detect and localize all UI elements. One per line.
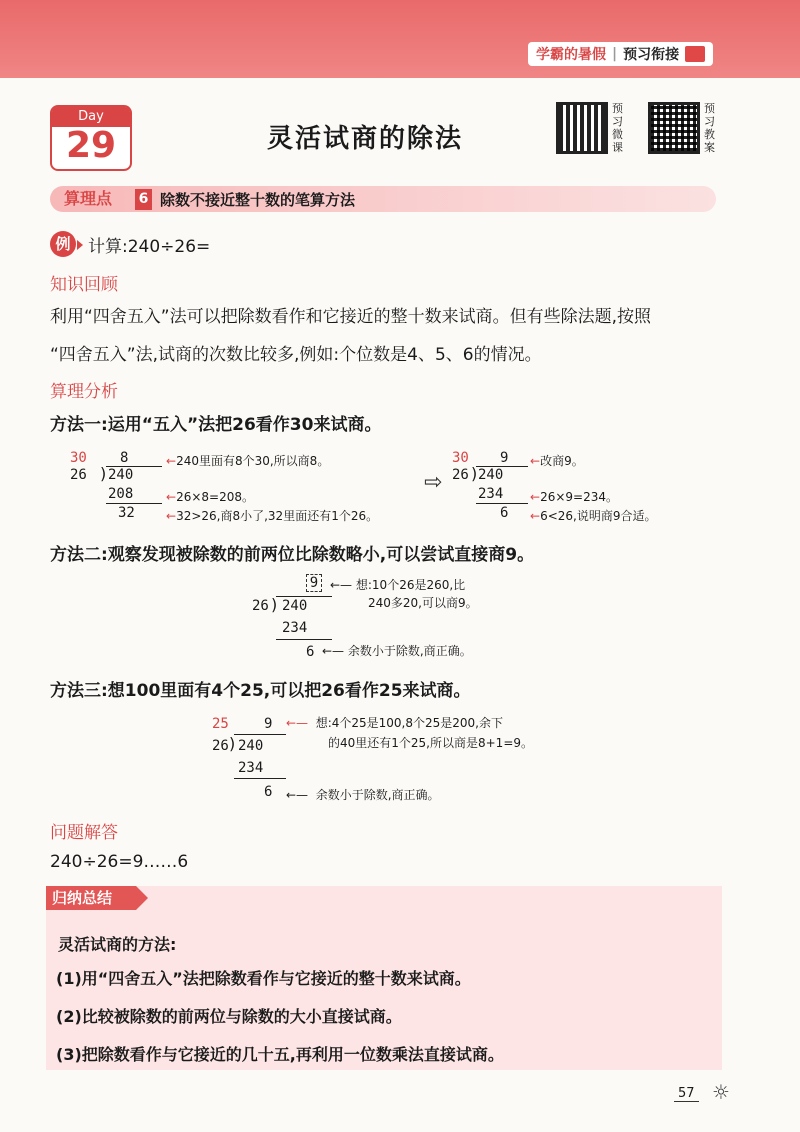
m3-line: [234, 778, 286, 779]
m2-paren: ): [271, 595, 278, 614]
example-pointer-icon: [77, 240, 83, 250]
m3-bracket: [234, 734, 286, 735]
m2-line: [276, 639, 332, 640]
qr-code-lesson-video[interactable]: [556, 102, 608, 154]
m2-note2: ←— 余数小于除数,商正确。: [322, 644, 472, 658]
m3-divisor: 26: [212, 738, 229, 754]
m1-left-paren: ): [100, 464, 107, 483]
m3-dividend: 240: [238, 738, 264, 754]
m2-product: 234: [282, 620, 308, 636]
m1-left-line: [106, 503, 162, 504]
m1-left-dividend: 240: [108, 467, 134, 483]
m1-left-product: 208: [108, 486, 134, 502]
m2-bracket: [276, 596, 332, 597]
section-number: 6: [135, 189, 152, 210]
summary-item-3: (3)把除数看作与它接近的几十五,再利用一位数乘法直接试商。: [56, 1045, 504, 1064]
m2-quotient: 9: [306, 574, 322, 592]
m1-right-note2: ←26×9=234。: [530, 490, 618, 504]
m1-left-note3: ←32>26,商8小了,32里面还有1个26。: [166, 509, 379, 523]
method2-text: 方法二:观察发现被除数的前两位比除数略小,可以尝试直接商9。: [50, 545, 535, 565]
m1-right-remainder: 6: [500, 505, 509, 521]
section-title: 除数不接近整十数的笔算方法: [160, 191, 356, 209]
m3-quotient: 9: [264, 716, 273, 732]
m1-left-quotient: 8: [120, 450, 129, 466]
m1-right-product: 234: [478, 486, 504, 502]
m1-right-approx: 30: [452, 450, 469, 466]
qr-code-lesson-plan[interactable]: [648, 102, 700, 154]
series-subtitle: 预习衔接: [623, 47, 680, 63]
m1-right-note1: ←改商9。: [530, 454, 584, 468]
m1-right-divisor: 26: [452, 467, 469, 483]
m1-right-paren: ): [471, 464, 478, 483]
book-icon: [685, 46, 705, 62]
m3-note2: ←— 余数小于除数,商正确。: [286, 788, 440, 802]
m3-paren: ): [229, 734, 236, 753]
qr-label-video: 预习微课: [612, 102, 623, 154]
series-name: 学霸的暑假: [536, 47, 606, 63]
summary-item-1: (1)用“四舍五入”法把除数看作与它接近的整十数来试商。: [56, 969, 471, 988]
qr-label-plan: 预习教案: [704, 102, 715, 154]
summary-tag-arrow-icon: [136, 886, 148, 910]
series-separator: |: [612, 46, 618, 62]
summary-tag: 归纳总结: [46, 886, 136, 910]
summary-item-2: (2)比较被除数的前两位与除数的大小直接试商。: [56, 1007, 402, 1026]
day-badge: [50, 105, 132, 171]
sun-icon: ☼: [712, 1080, 730, 1104]
m1-left-divisor: 26: [70, 467, 87, 483]
example-badge: 例: [50, 231, 76, 257]
summary-intro: 灵活试商的方法:: [58, 935, 177, 954]
page-number: 57: [674, 1086, 699, 1102]
answer-text: 240÷26=9……6: [50, 852, 189, 872]
day-number: 29: [65, 125, 117, 166]
m2-dividend: 240: [282, 598, 308, 614]
m3-note1a: ←— 想:4个25是100,8个25是200,余下: [286, 716, 503, 730]
m1-right-dividend: 240: [478, 467, 504, 483]
header-band: [0, 0, 800, 78]
method3-text: 方法三:想100里面有4个25,可以把26看作25来试商。: [50, 681, 471, 701]
m2-note1a: ←— 想:10个26是260,比: [330, 578, 466, 592]
review-line-1: 利用“四舍五入”法可以把除数看作和它接近的整十数来试商。但有些除法题,按照: [50, 307, 652, 327]
m1-right-quotient: 9: [500, 450, 509, 466]
section-tag: 算理点: [64, 189, 113, 208]
m2-note1b: 240多20,可以商9。: [368, 596, 478, 610]
m3-remainder: 6: [264, 784, 273, 800]
analysis-heading: 算理分析: [50, 382, 118, 402]
m3-product: 234: [238, 760, 264, 776]
m1-right-note3: ←6<26,说明商9合适。: [530, 509, 657, 523]
m1-right-line: [476, 503, 528, 504]
review-line-2: “四舍五入”法,试商的次数比较多,例如:个位数是4、5、6的情况。: [50, 345, 542, 365]
method1-text: 方法一:运用“五入”法把26看作30来试商。: [50, 415, 382, 435]
day-label: Day: [52, 107, 130, 127]
m2-divisor: 26: [252, 598, 269, 614]
m1-left-remainder: 32: [118, 505, 135, 521]
review-heading: 知识回顾: [50, 275, 118, 295]
page-title: 灵活试商的除法: [266, 124, 463, 154]
m3-approx: 25: [212, 716, 229, 732]
example-text: 计算:240÷26=: [88, 237, 211, 257]
answer-heading: 问题解答: [50, 823, 118, 843]
m2-remainder: 6: [306, 644, 315, 660]
series-label: [528, 42, 713, 66]
m1-left-note2: ←26×8=208。: [166, 490, 254, 504]
m1-left-note1: ←240里面有8个30,所以商8。: [166, 454, 330, 468]
m1-left-approx: 30: [70, 450, 87, 466]
right-arrow-icon: ⇨: [424, 470, 443, 495]
m3-note1b: 的40里还有1个25,所以商是8+1=9。: [328, 736, 534, 750]
